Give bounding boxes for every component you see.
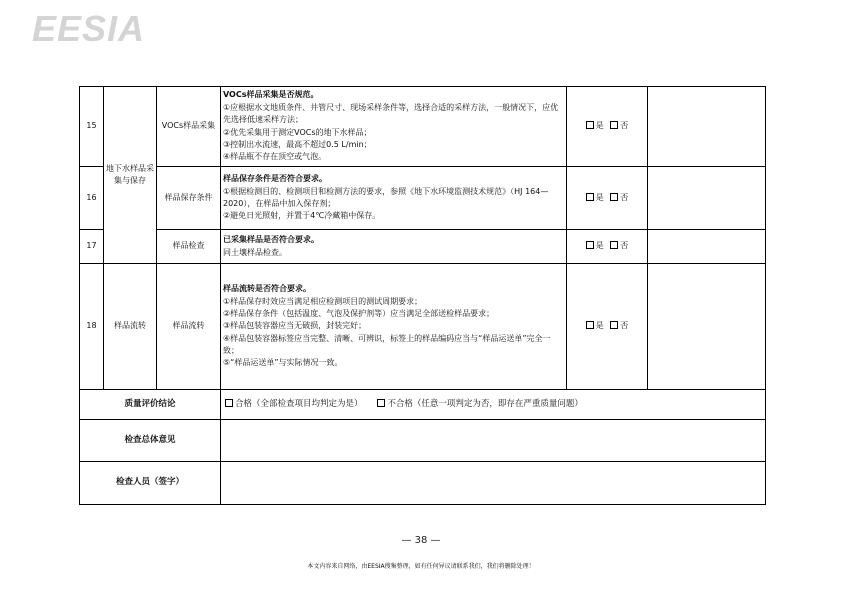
yes-label: 是: [595, 321, 604, 331]
remark-cell[interactable]: [648, 230, 766, 264]
footer-note: 本文内容来自网络，由EESIA搜集整理，如有任何异议请联系我们，我们将删除处理！: [307, 563, 535, 570]
requirement-cell: [221, 264, 567, 390]
requirement-title: 样品流转是否符合要求。: [223, 284, 311, 294]
table-row: [80, 87, 766, 167]
requirement-line: ⑤“样品运送单”与实际情况一致。: [223, 358, 343, 368]
inspector-row: [80, 462, 766, 505]
yes-checkbox[interactable]: [586, 121, 594, 129]
no-checkbox[interactable]: [610, 241, 618, 249]
yes-checkbox[interactable]: [586, 241, 594, 249]
fail-checkbox[interactable]: [377, 399, 385, 407]
table-row: [80, 230, 766, 264]
no-checkbox[interactable]: [610, 121, 618, 129]
signature-field[interactable]: [221, 462, 766, 505]
yes-label: 是: [595, 121, 604, 131]
row-number: 15: [80, 87, 104, 167]
opinion-row: [80, 420, 766, 462]
yes-label: 是: [595, 241, 604, 251]
pass-checkbox[interactable]: [225, 399, 233, 407]
judgement-cell: [567, 167, 648, 230]
eesia-logo: EESIA: [32, 8, 146, 49]
pass-label: 合格（全部检查项目均判定为是）: [235, 398, 363, 409]
requirement-title: 已采集样品是否符合要求。: [223, 235, 319, 245]
yes-checkbox[interactable]: [586, 321, 594, 329]
requirement-line: ③样品包装容器应当无破损，封装完好；: [223, 321, 367, 331]
requirement-line: ②样品保存条件（包括温度、气泡及保护剂等）应当满足全部送检样品要求；: [223, 308, 495, 318]
no-label: 否: [620, 121, 629, 131]
opinion-field[interactable]: [221, 420, 766, 462]
yes-checkbox[interactable]: [586, 193, 594, 201]
row-number: 18: [80, 264, 104, 390]
requirement-line: ①根据检测目的、检测项目和检测方法的要求，参照《地下水环境监测技术规范》（HJ 164—2020），在样品中加入保存剂；: [223, 186, 549, 208]
table-row: [80, 264, 766, 390]
requirement-cell: [221, 230, 567, 264]
no-label: 否: [620, 241, 629, 251]
opinion-label: 检查总体意见: [80, 420, 221, 462]
item-cell: VOCs样品采集: [157, 87, 221, 167]
requirement-line: ③控制出水流速，最高不超过0.5 L/min；: [223, 139, 372, 149]
table-row: [80, 167, 766, 230]
requirement-title: 样品保存条件是否符合要求。: [223, 174, 327, 184]
no-label: 否: [620, 321, 629, 331]
fail-label: 不合格（任意一项判定为否，即存在严重质量问题）: [387, 398, 583, 409]
row-number: 17: [80, 230, 104, 264]
quality-options: [221, 390, 766, 420]
remark-cell[interactable]: [648, 264, 766, 390]
judgement-cell: [567, 230, 648, 264]
requirement-cell: [221, 167, 567, 230]
item-cell: 样品保存条件: [157, 167, 221, 230]
requirement-cell: [221, 87, 567, 167]
quality-row: [80, 390, 766, 420]
judgement-cell: [567, 264, 648, 390]
item-cell: 样品流转: [157, 264, 221, 390]
item-cell: 样品检查: [157, 230, 221, 264]
requirement-line: ②优先采集用于测定VOCs的地下水样品；: [223, 127, 372, 137]
requirement-line: ①应根据水文地质条件、井管尺寸、现场采样条件等，选择合适的采样方法，一般情况下，应优先选择低速采样方法；: [223, 102, 559, 125]
requirement-line: ②避免日光照射，并置于4℃冷藏箱中保存。: [223, 211, 381, 221]
inspector-label: 检查人员（签字）: [80, 462, 221, 505]
no-checkbox[interactable]: [610, 193, 618, 201]
requirement-line: ④样品包装容器标签应当完整、清晰、可辨识，标签上的样品编码应当与“样品运送单”完全一致；: [223, 333, 551, 356]
category-cell: 样品流转: [104, 264, 157, 390]
remark-cell[interactable]: [648, 167, 766, 230]
page-number: — 38 —: [401, 535, 441, 546]
no-checkbox[interactable]: [610, 321, 618, 329]
category-cell: 地下水样品采集与保存: [104, 87, 157, 264]
row-number: 16: [80, 167, 104, 230]
yes-label: 是: [595, 192, 604, 202]
requirement-line: ④样品瓶不存在顶空或气泡。: [223, 152, 327, 162]
judgement-cell: [567, 87, 648, 167]
requirement-line: ①样品保存时效应当满足相应检测项目的测试周期要求；: [223, 296, 423, 306]
no-label: 否: [620, 192, 629, 202]
inspection-table: [79, 86, 766, 505]
quality-label: 质量评价结论: [80, 390, 221, 420]
remark-cell[interactable]: [648, 87, 766, 167]
requirement-title: VOCs样品采集是否规范。: [223, 90, 319, 100]
requirement-line: 同土壤样品检查。: [223, 247, 287, 257]
